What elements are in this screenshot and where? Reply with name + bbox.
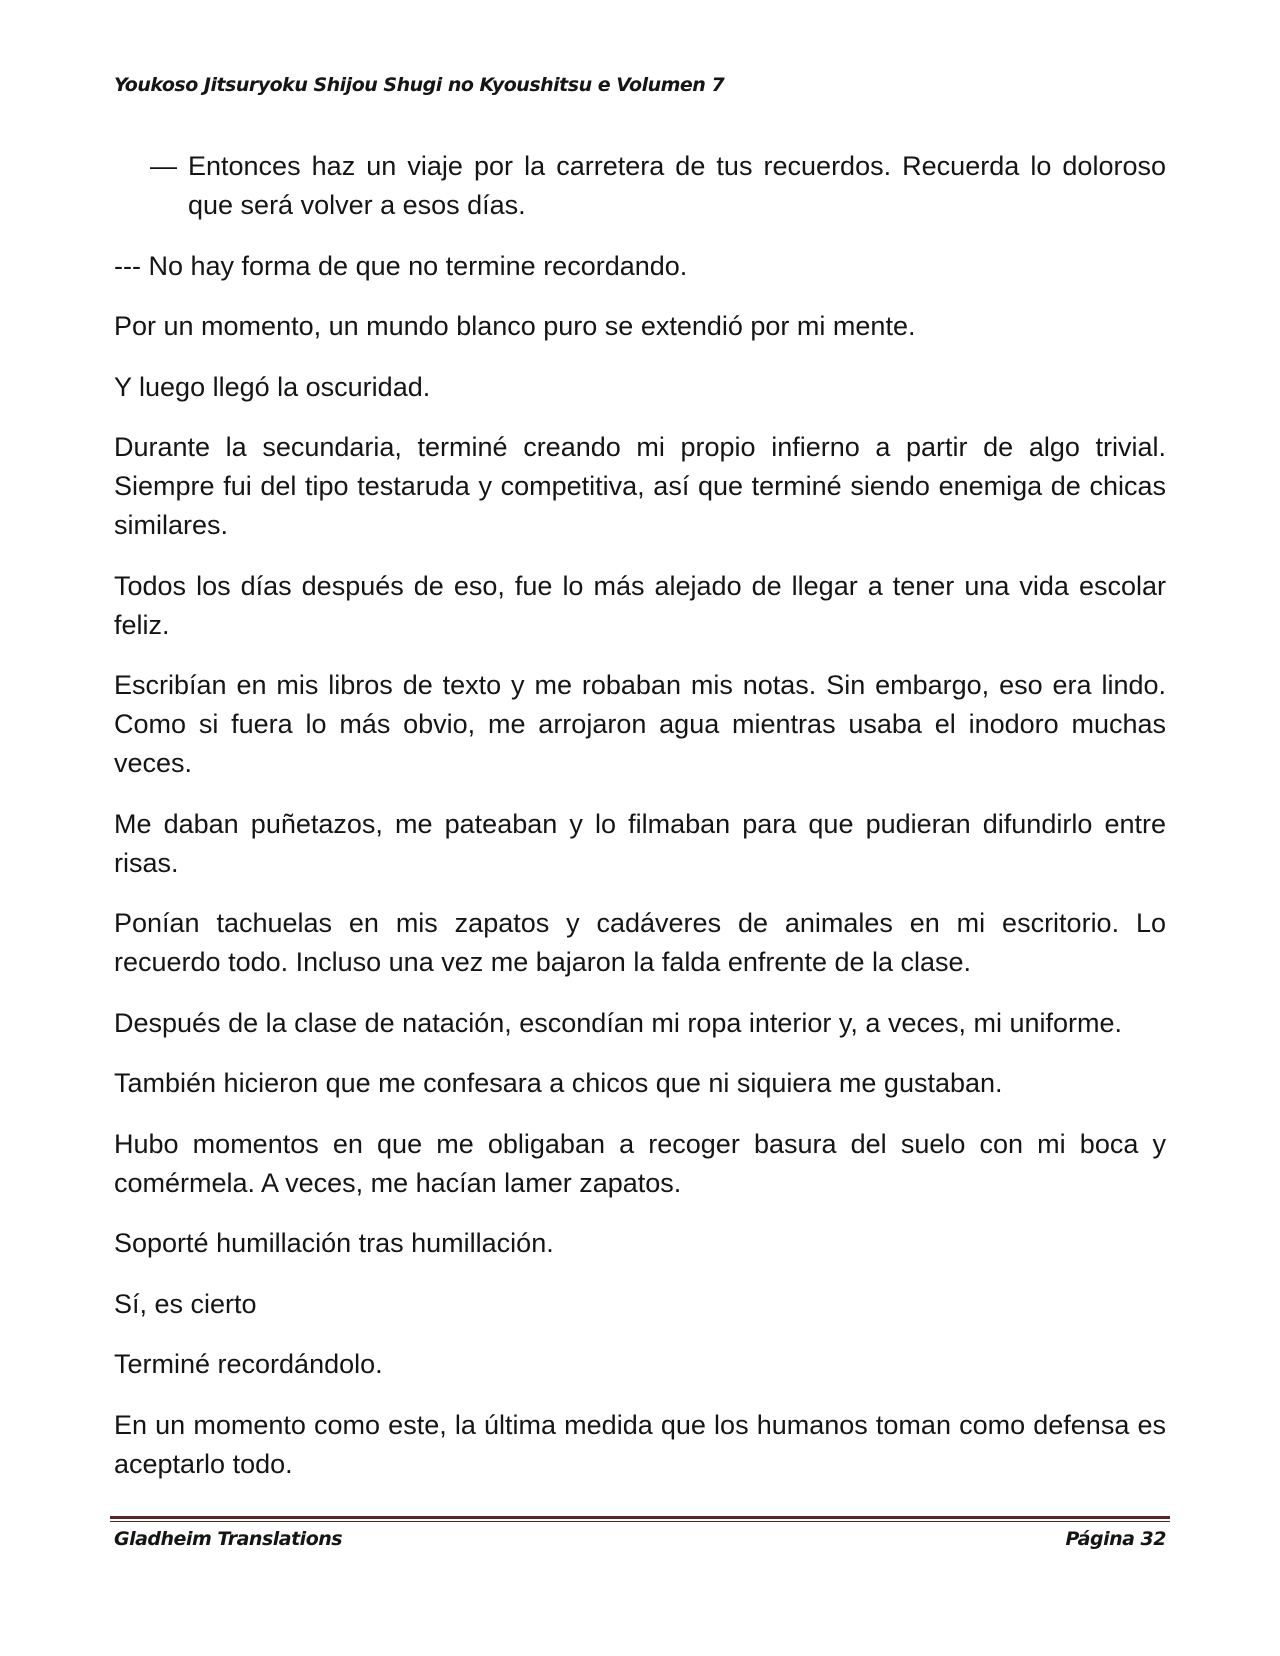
paragraph: Sí, es cierto — [114, 1288, 257, 1319]
footer-divider — [110, 1516, 1170, 1522]
dialog-text: Entonces haz un viaje por la carretera de tus recuerdos. Recuerda lo doloroso que será volver a esos días. — [188, 151, 1166, 220]
page-header-title: Youkoso Jitsuryoku Shijou Shugi no Kyoushitsu e Volumen 7 — [114, 74, 725, 96]
paragraph: Hubo momentos en que me obligaban a recoger basura del suelo con mi boca y comérmela. A veces, me hacían lamer zapatos. — [114, 1128, 1166, 1198]
paragraph: Ponían tachuelas en mis zapatos y cadáveres de animales en mi escritorio. Lo recuerdo todo. Incluso una vez me bajaron la falda enfrente de la clase. — [114, 908, 1166, 977]
paragraph: Durante la secundaria, terminé creando mi propio infierno a partir de algo trivial. Siempre fui del tipo testaruda y competitiva, así que terminé siendo enemiga de chicas similares. — [114, 432, 1166, 540]
page-body — [114, 147, 1166, 1505]
footer-translator: Gladheim Translations — [114, 1528, 343, 1550]
paragraph: Soporté humillación tras humillación. — [114, 1228, 554, 1258]
paragraph: Escribían en mis libros de texto y me robaban mis notas. Sin embargo, eso era lindo. Como si fuera lo más obvio, me arrojaron agua mientras usaba el inodoro muchas veces. — [114, 670, 1166, 778]
paragraph: Terminé recordándolo. — [114, 1349, 383, 1379]
dialog-line — [150, 147, 1166, 225]
paragraph: Me daban puñetazos, me pateaban y lo filmaban para que pudieran difundirlo entre risas. — [114, 808, 1166, 878]
paragraph: Después de la clase de natación, escondían mi ropa interior y, a veces, mi uniforme. — [114, 1007, 1123, 1038]
paragraph: También hicieron que me confesara a chicos que ni siquiera me gustaban. — [114, 1068, 1003, 1098]
paragraph: Y luego llegó la oscuridad. — [114, 371, 431, 402]
paragraph: Todos los días después de eso, fue lo más alejado de llegar a tener una vida escolar feliz. — [114, 570, 1166, 640]
paragraph: Por un momento, un mundo blanco puro se extendió por mi mente. — [114, 311, 916, 341]
footer-page-number: Página 32 — [1065, 1528, 1166, 1550]
paragraph: En un momento como este, la última medida que los humanos toman como defensa es aceptarlo todo. — [114, 1409, 1166, 1479]
paragraph: --- No hay forma de que no termine recordando. — [114, 250, 688, 281]
dialog-dash: — — [150, 151, 177, 181]
